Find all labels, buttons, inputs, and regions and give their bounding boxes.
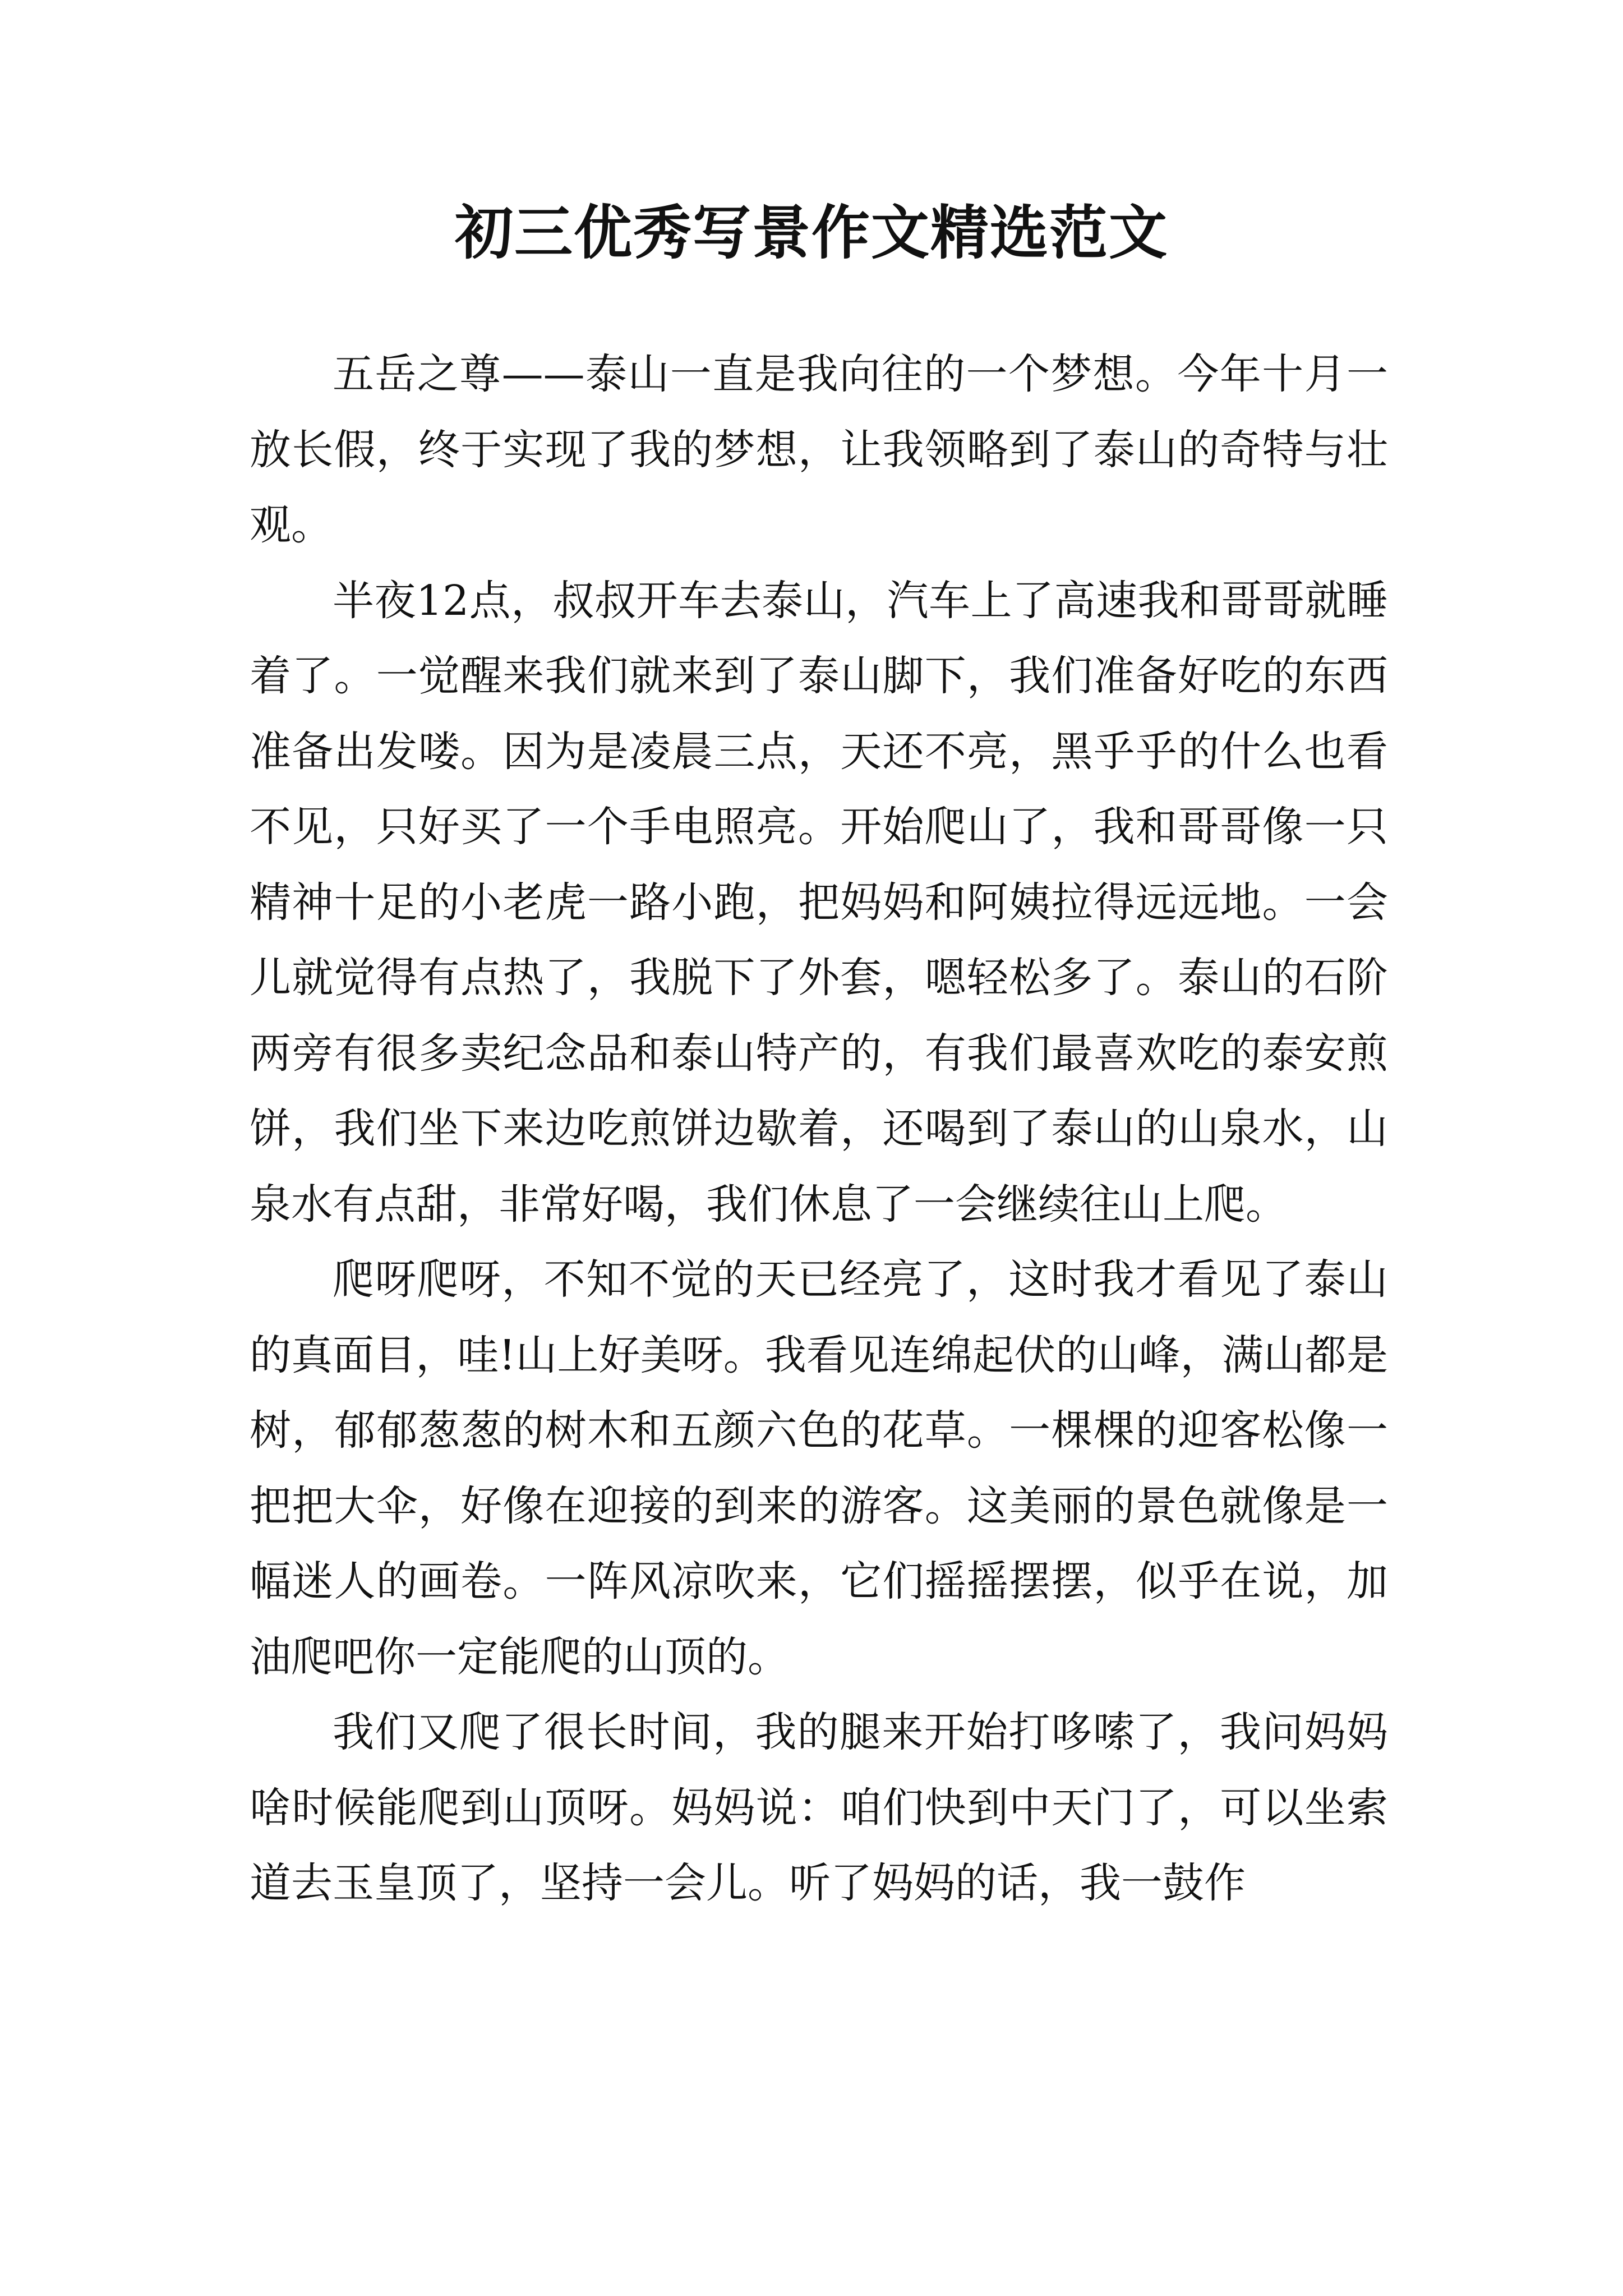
- paragraph: 爬呀爬呀，不知不觉的天已经亮了，这时我才看见了泰山的真面目，哇!山上好美呀。我看见连绵起伏的山峰，满山都是树，郁郁葱葱的树木和五颜六色的花草。一棵棵的迎客松像一把把大伞，好像在迎接的到来的游客。这美丽的景色就像是一幅迷人的画卷。一阵风凉吹来，它们摇摇摆摆，似乎在说，加油爬吧你一定能爬的山顶的。: [250, 1255, 1388, 1681]
- paragraph: 五岳之尊——泰山一直是我向往的一个梦想。今年十月一放长假，终于实现了我的梦想，让我领略到了泰山的奇特与壮观。: [250, 350, 1388, 549]
- document-title: 初三优秀写景作文精选范文: [454, 198, 1168, 267]
- document-body: [250, 337, 1388, 1921]
- paragraph: 半夜12点，叔叔开车去泰山，汽车上了高速我和哥哥就睡着了。一觉醒来我们就来到了泰山脚下，我们准备好吃的东西准备出发喽。因为是凌晨三点，天还不亮，黑乎乎的什么也看不见，只好买了一个手电照亮。开始爬山了，我和哥哥像一只精神十足的小老虎一路小跑，把妈妈和阿姨拉得远远地。一会儿就觉得有点热了，我脱下了外套，嗯轻松多了。泰山的石阶两旁有很多卖纪念品和泰山特产的，有我们最喜欢吃的泰安煎饼，我们坐下来边吃煎饼边歇着，还喝到了泰山的山泉水，山泉水有点甜，非常好喝，我们休息了一会继续往山上爬。: [250, 576, 1388, 1228]
- paragraph: 我们又爬了很长时间，我的腿来开始打哆嗦了，我问妈妈啥时候能爬到山顶呀。妈妈说：咱们快到中天门了，可以坐索道去玉皇顶了，坚持一会儿。听了妈妈的话，我一鼓作: [250, 1708, 1388, 1907]
